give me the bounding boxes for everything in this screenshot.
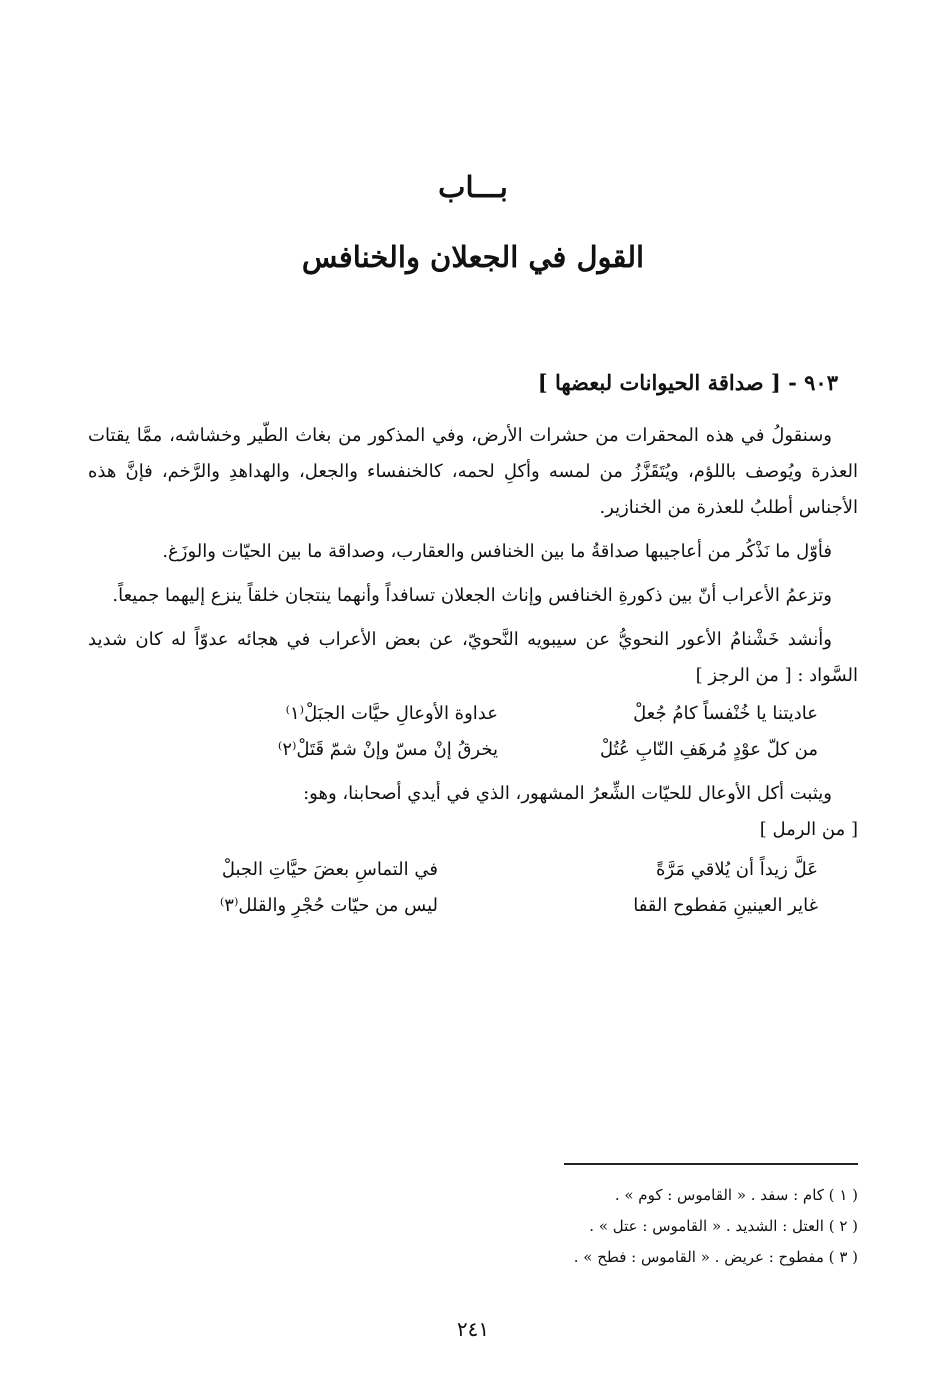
poem-verse (88, 852, 858, 888)
meter-note: [ من الرمل ] (759, 819, 858, 840)
paragraph: ويثبت أكل الأوعال للحيّات الشِّعرُ المشهور، الذي في أيدي أصحابنا، وهو: (303, 783, 832, 804)
body-text (88, 418, 858, 924)
verse-first-hemistich: عاديتنا يا خُنْفساً كامُ جُعلْ (633, 703, 818, 724)
chapter-title: القول في الجعلان والخنافس (301, 240, 645, 274)
poem-verse (88, 696, 858, 732)
footnotes (88, 1180, 858, 1273)
paragraph: وسنقولُ في هذه المحقرات من حشرات الأرض، وفي المذكور من بغاث الطّير وخشاشه، ممَّا يقتات العذرة ويُوصف باللؤم، ويُتَقَزَّزُ من لمسه وأكلِ لحمه، كالخنفساء والجعل، والهداهدِ والرَّخم، فإنَّ هذه الأجناس أطلبُ للعذرة من الخنازير. (88, 425, 858, 518)
paragraph: فأوّل ما نَذْكُر من أعاجيبها صداقةُ ما بين الخنافس والعقارب، وصداقة ما بين الحيّات والوزَغ. (162, 541, 832, 562)
verse-first-hemistich: غاير العينينِ مَفطوح القفا (633, 895, 818, 916)
paragraph: وأنشد خَشْنامُ الأعور النحويُّ عن سيبويه النَّحويّ، عن بعض الأعراب في هجائه عدوّاً له كان شديد السَّواد : [ من الرجز ] (88, 629, 858, 686)
book-page (88, 0, 858, 1389)
verse-second-hemistich: في التماسِ بعضَ حيَّاتِ الجبلْ (221, 859, 438, 880)
footnote: ( ٢ ) العتل : الشديد . « القاموس : عتل » . (589, 1217, 858, 1235)
footnote: ( ١ ) كام : سفد . « القاموس : كوم » . (614, 1186, 858, 1204)
page-number: ٢٤١ (456, 1317, 490, 1341)
section-heading: ٩٠٣ - [ صداقة الحيوانات لبعضها ] (537, 370, 838, 395)
footnote: ( ٣ ) مفطوح : عريض . « القاموس : فطح » . (573, 1248, 858, 1266)
verse-first-hemistich: من كلّ عوْدٍ مُرهَفِ النّابِ عُتُلْ (599, 739, 818, 760)
paragraph: وتزعمُ الأعراب أنّ بين ذكورةِ الخنافس وإناث الجعلان تسافداً وأنهما ينتجان خلقاً ينزع إليهما جميعاً. (112, 585, 832, 606)
chapter-label: بـــاب (438, 170, 508, 204)
footnote-divider (564, 1163, 858, 1165)
verse-first-hemistich: عَلَّ زيداً أن يُلاقي مَرَّةً (656, 859, 818, 880)
verse-second-hemistich: يخرقُ إنْ مسّ وإنْ شمّ قَتَلْ⁽٢⁾ (277, 739, 498, 760)
poem-verse (88, 888, 858, 924)
verse-second-hemistich: عداوة الأوعالِ حيَّات الجبَلْ⁽١⁾ (285, 703, 498, 724)
verse-second-hemistich: ليس من حيّات حُجْرِ والقلل⁽٣⁾ (219, 895, 438, 916)
poem-verse (88, 732, 858, 768)
